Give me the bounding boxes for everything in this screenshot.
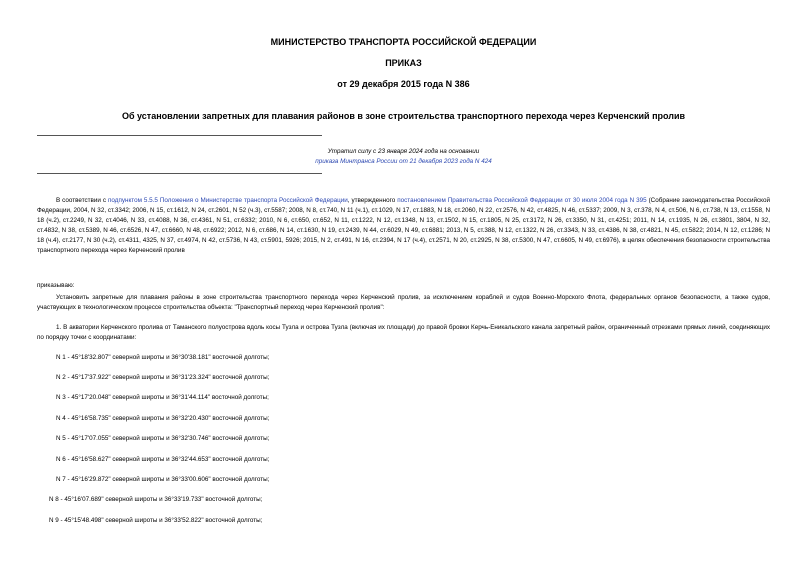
regulation-link[interactable]: подпунктом 5.5.5 Положения о Министерстве транспорта Российской Федерации bbox=[108, 197, 348, 204]
document-date-number: от 29 декабря 2015 года N 386 bbox=[337, 79, 470, 89]
establish-paragraph: Установить запретные для плавания районы в зоне строительства транспортного перехода через Керченский пролив, за исключением кораблей и судов Военно-Морского Флота, федеральных органов безопасности, а также судов, участвующих в технологическом процессе строительства объекта: "Транспортный переход через Керченский пролив": bbox=[37, 294, 770, 311]
repeal-notice: Утратил силу с 23 января 2024 года на основании bbox=[327, 148, 480, 155]
preamble-text-1: В соответствии с bbox=[56, 197, 108, 204]
item-1-paragraph: 1. В акватории Керченского пролива от Таманского полуострова вдоль косы Тузла и острова Тузла (включая их площади) до правой бровки Керчь-Еникальского канала запретный район, ограниченный отрезками прямых линий, соединяющих по порядку точки с координатами: bbox=[37, 324, 770, 341]
coordinate-point: N 2 - 45°17'37.922" северной широты и 36°31'23.324" восточной долготы; bbox=[56, 374, 270, 381]
preamble-paragraph bbox=[37, 196, 770, 255]
document-type: ПРИКАЗ bbox=[385, 58, 422, 68]
coordinate-point: N 8 - 45°16'07.689" северной широты и 36°33'19.733" восточной долготы; bbox=[49, 496, 263, 503]
resolution-link[interactable]: постановлением Правительства Российской Федерации от 30 июля 2004 года N 395 bbox=[397, 197, 647, 204]
divider-bottom bbox=[37, 173, 322, 174]
document-title: Об установлении запретных для плавания районов в зоне строительства транспортного перехода через Керченский пролив bbox=[121, 111, 686, 121]
order-word: приказываю: bbox=[37, 282, 75, 289]
coordinate-point: N 3 - 45°17'20.048" северной широты и 36°31'44.114" восточной долготы; bbox=[56, 394, 269, 401]
coordinate-point: N 9 - 45°15'48.498" северной широты и 36°33'52.822" восточной долготы; bbox=[49, 517, 263, 524]
preamble-text-2: , утвержденного bbox=[347, 197, 398, 204]
ministry-heading: МИНИСТЕРСТВО ТРАНСПОРТА РОССИЙСКОЙ ФЕДЕРАЦИИ bbox=[270, 37, 537, 47]
coordinate-point: N 1 - 45°18'32.807" северной широты и 36°30'38.181" восточной долготы; bbox=[56, 354, 270, 361]
preamble-text-3: (Собрание законодательства Российской Федерации, 2004, N 32, ст.3342; 2006, N 15, ст.1612, N 24, ст.2601, N 52 (ч.3), ст.5587; 2008, N 8, ст.740, N 11 (ч.1), ст.1029, N 17, ст.1883, N 18, ст.2060, N 22, ст.2576, N 42, ст.4825, N 46, ст.5337; 2009, N 3, ст.378, N 4, ст.506, N 6, ст.738, N 13, ст.1558, N 18 (ч.2), ст.2249, N 32, ст.4046, N 33, ст.4088, N 36, ст.4361, N 51, ст.6332; 2010, N 6, ст.650, ст.652, N 11, ст.1222, N 12, ст.1348, N 13, ст.1502, N 15, ст.1805, N 25, ст.3172, N 26, ст.3350, N 31, ст.4251; 2011, N 14, ст.1935, N 26, ст.3801, 3804, N 32, ст.4832, N 38, ст.5389, N 46, ст.6526, N 47, ст.6660, N 48, ст.6922; 2012, N 6, ст.686, N 14, ст.1630, N 19, ст.2439, N 44, ст.6029, N 49, ст.6881; 2013, N 5, ст.388, N 12, ст.1322, N 26, ст.3343, N 33, ст.4386, N 38, ст.4821, N 45, ст.5822; 2014, N 12, ст.1286; N 18 (ч.4), ст.2177, N 30 (ч.2), ст.4311, 4325, N 37, ст.4974, N 42, ст.5736, N 43, ст.5901, 5926; 2015, N 2, ст.491, N 16, ст.2394, N 17 (ч.4), ст.2571, N 20, ст.2925, N 38, ст.5300, N 47, ст.6605, N 49, ст.6976), в целях обеспечения безопасности строительства транспортного перехода через Керченский пролив bbox=[37, 197, 770, 254]
coordinate-point: N 5 - 45°17'07.055" северной широты и 36°32'30.746" восточной долготы; bbox=[56, 435, 270, 442]
coordinate-point: N 4 - 45°16'58.735" северной широты и 36°32'20.430" восточной долготы; bbox=[56, 415, 270, 422]
divider-top bbox=[37, 135, 322, 136]
coordinate-point: N 6 - 45°16'58.627" северной широты и 36°32'44.653" восточной долготы; bbox=[56, 456, 270, 463]
coordinate-point: N 7 - 45°16'29.872" северной широты и 36°33'00.606" восточной долготы; bbox=[56, 476, 270, 483]
repeal-order-link[interactable]: приказа Минтранса России от 21 декабря 2023 года N 424 bbox=[315, 158, 492, 165]
